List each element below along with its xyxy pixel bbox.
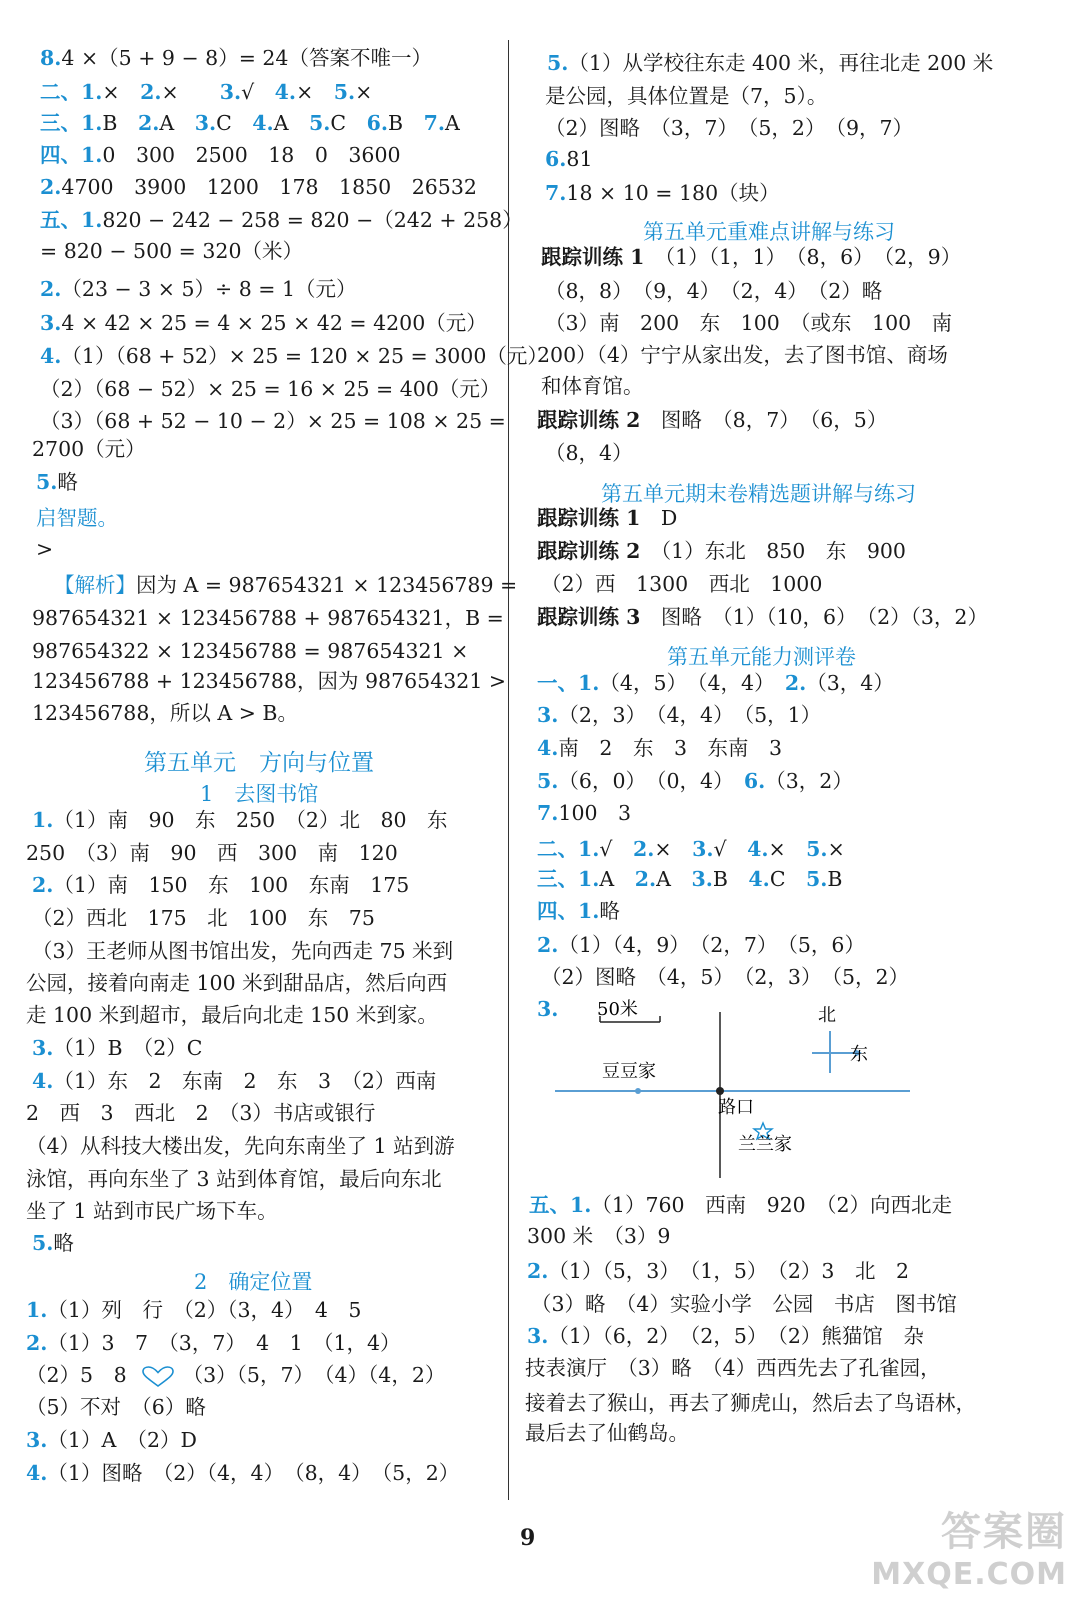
answer-line: 2.（23 − 3 × 5）÷ 8 = 1（元） [40,277,357,301]
answer-line: （3）略 （4）实验小学 公园 书店 图书馆 [531,1292,957,1316]
answer-line: 1.（1）列 行 （2）（3，4） 4 5 [26,1298,362,1322]
answer-line: （8，4） [545,441,633,465]
section-title: 1 去图书馆 [200,782,319,806]
section-title: 第五单元期末卷精选题讲解与练习 [601,482,916,506]
analysis-line: 987654322 × 123456788 = 987654321 × [32,639,469,663]
answer-line: （2）西 1300 西北 1000 [541,572,823,596]
answer-line: 6.81 [545,147,593,171]
watermark-text-bottom: MXQE.COM [871,1557,1067,1592]
answer-line: 四、1.略 [537,899,620,923]
answer-line: 2.（1）（5，3） （1，5） （2）3 北 2 [527,1259,909,1283]
answer-line: 跟踪训练 2 图略 （8，7） （6，5） [537,408,888,432]
answer-line: 跟踪训练 2 （1）东北 850 东 900 [537,539,906,563]
answer-line: 三、1.B 2.A 3.C 4.A 5.C 6.B 7.A [40,111,460,135]
answer-line: 五、1.（1）760 西南 920 （2）向西北走 [529,1193,952,1217]
answer-line: （2）图略 （3，7） （5，2） （9，7） [545,116,914,140]
unit-title: 第五单元 方向与位置 [144,750,374,776]
answer-line: 5.（6，0） （0，4） 6.（3，2） [537,769,853,793]
answer-line: 2.（1）南 150 东 100 东南 175 [32,873,410,897]
answer-line: 公园，接着向南走 100 米到甜品店，然后向西 [26,971,448,995]
answer-line: 4.南 2 东 3 东南 3 [537,736,783,760]
answer-line: 二、1.√ 2.× 3.√ 4.× 5.× [537,837,845,861]
answer-line: 5.（1）从学校往东走 400 米，再往北走 200 米 [547,51,994,75]
answer-line: 3.（1）A （2）D [26,1428,197,1452]
watermark [871,1500,1067,1592]
answer-line: 2.（1）（4，9） （2，7） （5，6） [537,933,865,957]
answer-line: （4）从科技大楼出发，先向东南坐了 1 站到游 [26,1134,455,1158]
answer-line: 走 100 米到超市，最后向北走 150 米到家。 [26,1003,438,1027]
answer-line: > [36,537,54,561]
compass-north-label: 北 [818,1005,836,1026]
answer-line: 4.（1）东 2 东南 2 东 3 （2）西南 [32,1069,437,1093]
lanlan-home-label: 兰兰家 [738,1134,792,1155]
answer-line: 四、1.0 300 2500 18 0 3600 [40,143,401,167]
answer-line: 3.4 × 42 × 25 = 4 × 25 × 42 = 4200（元） [40,311,487,335]
answer-line: 2.4700 3900 1200 178 1850 26532 [40,175,477,199]
answer-line: 跟踪训练 1 D [537,506,678,530]
bonus-heading: 启智题。 [36,506,118,530]
answer-line: 250 （3）南 90 西 300 南 120 [26,841,398,865]
answer-line: 三、1.A 2.A 3.B 4.C 5.B [537,867,843,891]
answer-line: 8.4 ×（5 + 9 − 8）= 24（答案不唯一） [40,46,432,70]
section-title: 第五单元能力测评卷 [667,645,856,669]
column-divider [508,40,509,1500]
answer-line: 3.（1）B （2）C [32,1036,203,1060]
answer-line: 五、1.820 − 242 − 258 = 820 −（242 + 258） [40,208,523,232]
doudou-home-marker [635,1088,641,1094]
answer-line: （2）图略 （4，5） （2，3） （5，2） [541,965,910,989]
analysis-line: 123456788，所以 A > B。 [32,701,298,725]
answer-line: 5.略 [36,470,78,494]
answer-line: （3）南 200 东 100 （或东 100 南 [545,311,953,335]
scale-label: 50米 [597,999,638,1020]
answer-line: 3.（1）（6，2） （2，5） （2）熊猫馆 杂 [527,1324,924,1348]
answer-line: 接着去了猴山，再去了狮虎山，然后去了鸟语林， [525,1391,976,1415]
answer-line: 最后去了仙鹤岛。 [525,1421,689,1445]
compass-east-label: 东 [850,1044,868,1065]
heart-icon [141,1366,175,1388]
section-title: 第五单元重难点讲解与练习 [643,220,895,244]
answer-line: （8，8） （9，4） （2，4） （2）略 [545,279,883,303]
answer-line: 4.（1）图略 （2）（4，4） （8，4） （5，2） [26,1461,460,1485]
crossing-label: 路口 [718,1097,754,1118]
answer-line: 二、1.× 2.× 3.√ 4.× 5.× [40,80,373,104]
crossing-marker [716,1087,724,1095]
answer-line: （3）王老师从图书馆出发，先向西走 75 米到 [32,939,454,963]
answer-line: 跟踪训练 1 （1）（1，1） （8，6） （2，9） [541,245,962,269]
watermark-text-top: 答案圈 [941,1509,1067,1555]
answer-line: 3. [537,997,559,1021]
answer-line: 1.（1）南 90 东 250 （2）北 80 东 [32,808,448,832]
answer-line: 是公园，具体位置是（7，5）。 [545,84,828,108]
answer-line: （2）5 8 （3）（5，7） （4）（4，2） [26,1363,446,1387]
answer-line: 2700（元） [32,437,146,461]
answer-line: 3.（2，3） （4，4） （5，1） [537,703,822,727]
analysis-line: 【解析】因为 A = 987654321 × 123456789 = [54,573,518,597]
section-title: 2 确定位置 [194,1270,313,1294]
answer-line: 技表演厅 （3）略 （4）西西先去了孔雀园， [525,1356,941,1380]
answer-line: （2）西北 175 北 100 东 75 [32,906,375,930]
answer-line: 4.（1）（68 + 52）× 25 = 120 × 25 = 3000（元） [40,344,548,368]
answer-line: 200）（4）宁宁从家出发，去了图书馆、商场 [537,343,948,367]
answer-line: （3）（68 + 52 − 10 − 2）× 25 = 108 × 25 = [40,409,506,433]
answer-line: 跟踪训练 3 图略 （1）（10，6） （2）（3，2） [537,605,988,629]
analysis-line: 123456788 + 123456788，因为 987654321 > [32,669,507,693]
answer-line: 泳馆，再向东坐了 3 站到体育馆，最后向东北 [26,1167,442,1191]
answer-line: （5）不对 （6）略 [26,1395,206,1419]
map-figure [550,995,930,1185]
answer-line: 2 西 3 西北 2 （3）书店或银行 [26,1101,376,1125]
answer-line: 5.略 [32,1231,74,1255]
answer-line: 和体育馆。 [541,374,644,398]
answer-line: 2.（1）3 7 （3，7） 4 1 （1，4） [26,1331,401,1355]
answer-line: 300 米 （3）9 [527,1224,671,1248]
answer-line: = 820 − 500 = 320（米） [40,239,303,263]
analysis-line: 987654321 × 123456788 + 987654321，B = [32,606,504,630]
answer-line: 坐了 1 站到市民广场下车。 [26,1199,278,1223]
page-number: 9 [520,1525,536,1551]
answer-line: 7.100 3 [537,801,632,825]
doudou-home-label: 豆豆家 [602,1061,656,1082]
answer-line: 7.18 × 10 = 180（块） [545,181,780,205]
answer-line: 一、1.（4，5） （4，4） 2.（3，4） [537,671,894,695]
answer-line: （2）（68 − 52）× 25 = 16 × 25 = 400（元） [40,377,501,401]
